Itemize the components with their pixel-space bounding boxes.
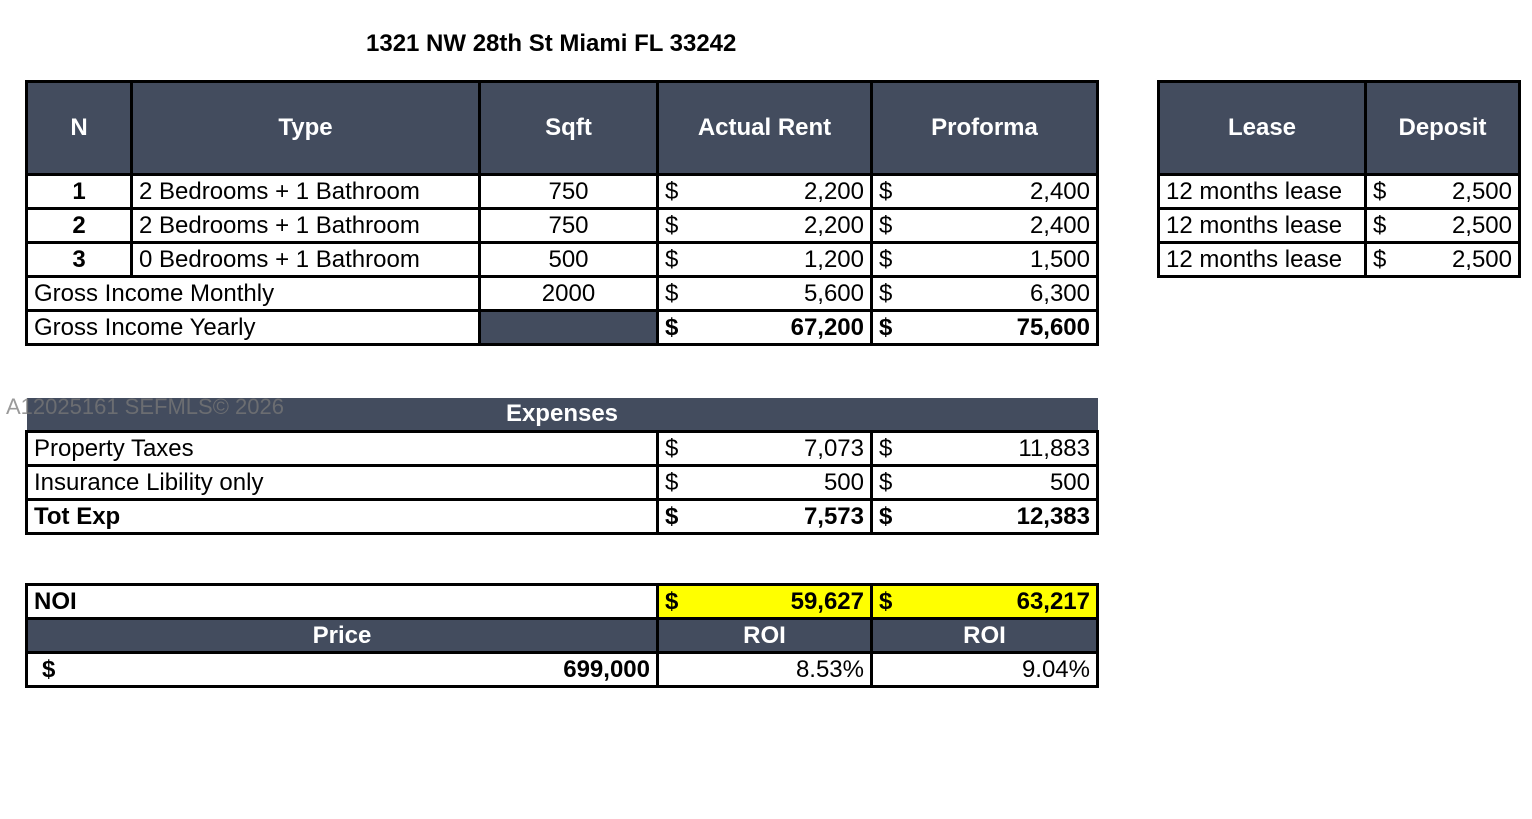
unit-actual-rent (658, 209, 872, 243)
currency-symbol: $ (879, 313, 893, 341)
currency-symbol: $ (665, 177, 679, 205)
currency-symbol: $ (665, 587, 679, 615)
roi-proforma: 9.04% (872, 653, 1098, 687)
amount: 2,200 (803, 211, 864, 239)
price-roi-row (27, 653, 1098, 687)
currency-symbol: $ (879, 211, 893, 239)
amount: 75,600 (1016, 313, 1090, 341)
amount: 2,500 (1451, 177, 1512, 205)
price-header: Price (27, 619, 658, 653)
header-type: Type (132, 82, 480, 175)
expense-proforma (872, 466, 1098, 500)
unit-type: 2 Bedrooms + 1 Bathroom (132, 175, 480, 209)
page-title: 1321 NW 28th St Miami FL 33242 (366, 30, 737, 57)
noi-actual (658, 585, 872, 619)
unit-number: 1 (27, 175, 132, 209)
amount: 59,627 (790, 587, 864, 615)
expense-label: Insurance Libility only (27, 466, 658, 500)
currency-symbol: $ (665, 313, 679, 341)
unit-type: 2 Bedrooms + 1 Bathroom (132, 209, 480, 243)
amount: 5,600 (803, 279, 864, 307)
lease-table (1157, 80, 1521, 278)
currency-symbol: $ (879, 502, 893, 530)
amount: 1,200 (803, 245, 864, 273)
currency-symbol: $ (42, 655, 56, 683)
roi-actual: 8.53% (658, 653, 872, 687)
unit-sqft: 500 (480, 243, 658, 277)
lease-row (1159, 175, 1520, 209)
amount: 500 (1049, 468, 1090, 496)
currency-symbol: $ (879, 177, 893, 205)
gross-monthly-sqft: 2000 (480, 277, 658, 311)
header-sqft: Sqft (480, 82, 658, 175)
expense-row (27, 432, 1098, 466)
total-expenses-row (27, 500, 1098, 534)
unit-proforma (872, 209, 1098, 243)
noi-row (27, 585, 1098, 619)
currency-symbol: $ (1373, 211, 1387, 239)
amount: 63,217 (1016, 587, 1090, 615)
expenses-header: Expenses (27, 398, 1098, 432)
noi-proforma (872, 585, 1098, 619)
roi-proforma-header: ROI (872, 619, 1098, 653)
currency-symbol: $ (665, 211, 679, 239)
amount: 1,500 (1029, 245, 1090, 273)
currency-symbol: $ (1373, 245, 1387, 273)
amount: 2,500 (1451, 211, 1512, 239)
price-value (27, 653, 658, 687)
amount: 2,200 (803, 177, 864, 205)
unit-row (27, 175, 1098, 209)
gross-monthly-label: Gross Income Monthly (27, 277, 480, 311)
unit-proforma (872, 243, 1098, 277)
header-deposit: Deposit (1366, 82, 1520, 175)
lease-row (1159, 243, 1520, 277)
currency-symbol: $ (665, 434, 679, 462)
currency-symbol: $ (665, 468, 679, 496)
amount: 12,383 (1016, 502, 1090, 530)
noi-table (25, 583, 1099, 688)
unit-type: 0 Bedrooms + 1 Bathroom (132, 243, 480, 277)
currency-symbol: $ (879, 468, 893, 496)
lease-deposit (1366, 175, 1520, 209)
lease-deposit (1366, 209, 1520, 243)
lease-header-row (1159, 82, 1520, 175)
price-roi-header-row (27, 619, 1098, 653)
header-lease: Lease (1159, 82, 1366, 175)
lease-term: 12 months lease (1159, 243, 1366, 277)
amount: 2,500 (1451, 245, 1512, 273)
amount: 699,000 (563, 655, 650, 683)
unit-actual-rent (658, 243, 872, 277)
unit-proforma (872, 175, 1098, 209)
lease-term: 12 months lease (1159, 209, 1366, 243)
unit-sqft: 750 (480, 209, 658, 243)
rent-table (25, 80, 1099, 346)
unit-number: 2 (27, 209, 132, 243)
lease-term: 12 months lease (1159, 175, 1366, 209)
gross-monthly-proforma (872, 277, 1098, 311)
roi-actual-header: ROI (658, 619, 872, 653)
header-actual-rent: Actual Rent (658, 82, 872, 175)
mls-watermark: A12025161 SEFMLS© 2026 (6, 394, 284, 419)
gross-monthly-row (27, 277, 1098, 311)
unit-number: 3 (27, 243, 132, 277)
amount: 7,573 (803, 502, 864, 530)
amount: 11,883 (1018, 434, 1090, 462)
expense-label: Property Taxes (27, 432, 658, 466)
expense-proforma (872, 432, 1098, 466)
gross-monthly-actual (658, 277, 872, 311)
gross-yearly-sqft-blank (480, 311, 658, 345)
currency-symbol: $ (665, 502, 679, 530)
amount: 67,200 (790, 313, 864, 341)
lease-row (1159, 209, 1520, 243)
amount: 2,400 (1029, 177, 1090, 205)
gross-yearly-proforma (872, 311, 1098, 345)
total-expenses-label: Tot Exp (27, 500, 658, 534)
unit-row (27, 209, 1098, 243)
gross-yearly-row (27, 311, 1098, 345)
currency-symbol: $ (879, 587, 893, 615)
expense-actual (658, 466, 872, 500)
currency-symbol: $ (879, 245, 893, 273)
gross-yearly-actual (658, 311, 872, 345)
amount: 500 (823, 468, 864, 496)
amount: 6,300 (1029, 279, 1090, 307)
header-n: N (27, 82, 132, 175)
amount: 2,400 (1029, 211, 1090, 239)
currency-symbol: $ (665, 279, 679, 307)
currency-symbol: $ (665, 245, 679, 273)
amount: 7,073 (803, 434, 864, 462)
expense-row (27, 466, 1098, 500)
lease-deposit (1366, 243, 1520, 277)
gross-yearly-label: Gross Income Yearly (27, 311, 480, 345)
expense-actual (658, 432, 872, 466)
unit-actual-rent (658, 175, 872, 209)
rent-header-row (27, 82, 1098, 175)
currency-symbol: $ (1373, 177, 1387, 205)
unit-row (27, 243, 1098, 277)
total-expenses-proforma (872, 500, 1098, 534)
unit-sqft: 750 (480, 175, 658, 209)
currency-symbol: $ (879, 279, 893, 307)
total-expenses-actual (658, 500, 872, 534)
noi-label: NOI (27, 585, 658, 619)
currency-symbol: $ (879, 434, 893, 462)
header-proforma: Proforma (872, 82, 1098, 175)
